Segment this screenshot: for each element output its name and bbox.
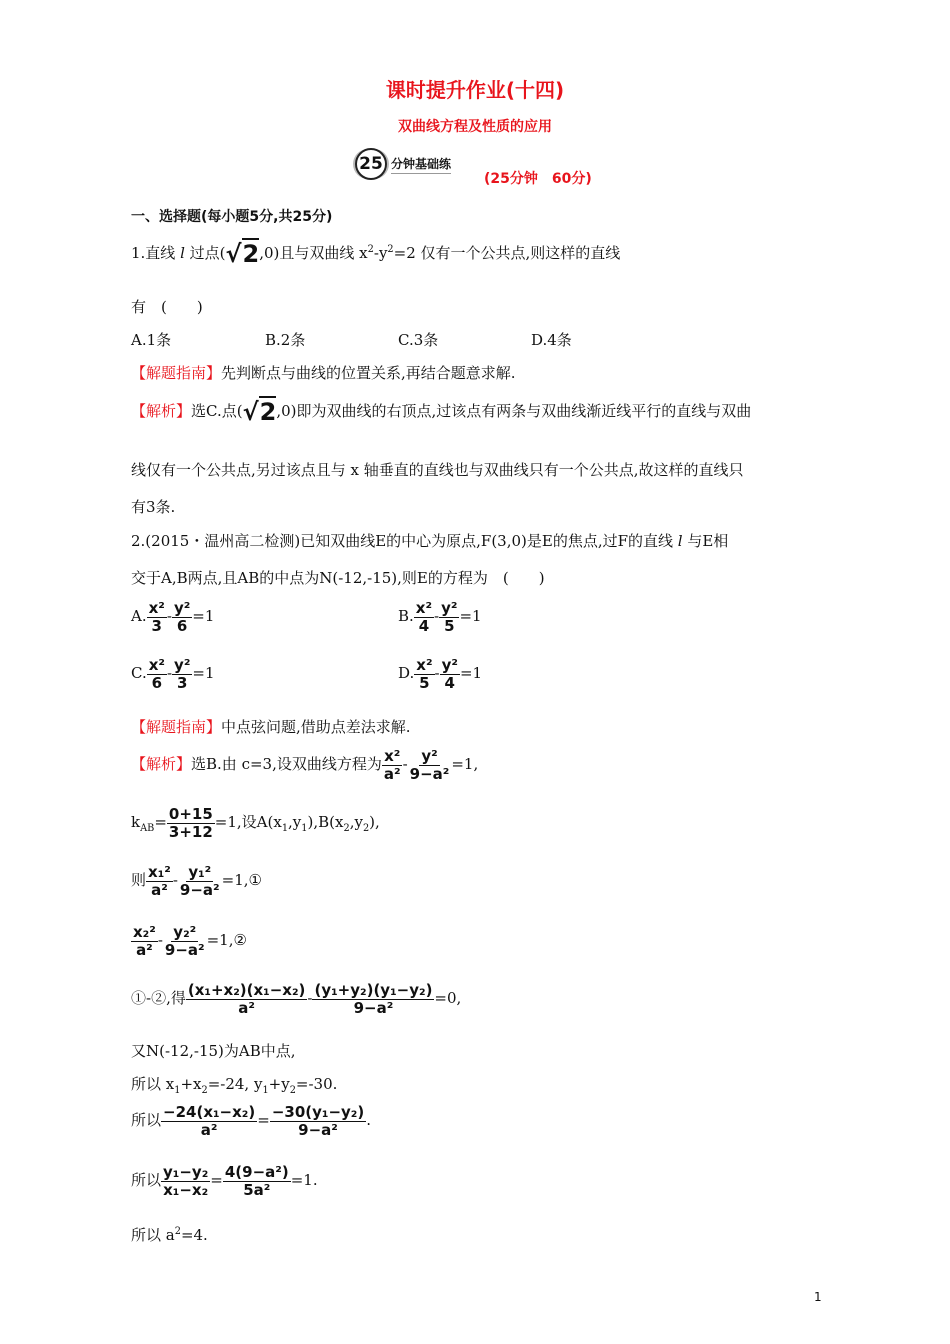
q1-option-d: D.4条 [531,331,572,349]
analysis-label: 【解析】 [131,755,192,773]
q1-analysis-line1: 【解析】选C.点(√2,0)即为双曲线的右顶点,过该点有两条与双曲线渐近线平行的直线与双曲 [131,398,752,426]
page-number: 1 [814,1290,822,1304]
q2-option-b: B. $\frac{\text{x²}}{4}$ - $\frac{\text{y²}}{5}$ =1 [398,599,482,635]
q1-stem-line2: 有 ( ) [131,298,203,316]
q1-option-c: C.3条 [398,331,439,349]
guide-label: 【解题指南】 [131,364,222,382]
q2-eq2: $\frac{\text{x₂²}}{\text{a²}}$ - $\frac{\text{y₂²}}{\text{9−a²}}$ =1,② [133,923,247,959]
page-title: 课时提升作业(十四) [385,78,565,102]
q2-stem-line2: 交于A,B两点,且AB的中点为N(-12,-15),则E的方程为 ( ) [131,569,545,587]
badge-number: 25 [355,148,387,180]
sqrt-symbol: √2 [225,240,260,268]
guide-label: 【解题指南】 [131,718,222,736]
section-heading: 一、选择题(每小题5分,共25分) [131,209,333,225]
q2-analysis-line1: 【解析】选B.由 c=3,设双曲线方程为 $\frac{\text{x²}}{\text{a²}}$ - $\frac{\text{y²}}{\text{9−a²}}$ =1, [131,747,479,783]
time-badge [355,148,451,180]
q2-kab-line: $k_{AB}=$ $\frac{0+15}{3+12}$ =1,设$A(x_1,y_1),B(x_2,y_2)$, [131,805,380,841]
analysis-label: 【解析】 [131,402,192,420]
q1-option-a: A.1条 [131,331,172,349]
q2-guide: 【解题指南】中点弦问题,借助点差法求解. [131,718,411,736]
q2-sum-line: 所以 $x_1+x_2=-24$, $y_1+y_2=-30$. [131,1075,338,1096]
q2-stem-line1: 2.(2015・温州高二检测)已知双曲线E的中心为原点,F(3,0)是E的焦点,过F的直线 l 与E相 [131,532,729,550]
sqrt-symbol: √2 [242,398,277,426]
q2-option-d: D. $\frac{\text{x²}}{5}$ - $\frac{\text{y²}}{4}$ =1 [398,656,483,692]
badge-label: 分钟基础练 [391,155,451,174]
q2-option-c: C. $\frac{\text{x²}}{6}$ - $\frac{\text{y²}}{3}$ =1 [131,656,215,692]
time-score: (25分钟 60分) [484,171,592,187]
q2-option-a: A. $\frac{\text{x²}}{3}$ - $\frac{\text{y²}}{6}$ =1 [131,599,215,635]
q1-option-b: B.2条 [265,331,306,349]
q1-analysis-line3: 有3条. [131,498,176,516]
q2-eq5: 所以 $\frac{\text{y₁−y₂}}{\text{x₁−x₂}}$ = $\frac{\text{4(9−a²)}}{\text{5a²}}$ =1. [131,1163,318,1199]
q2-eq4: 所以 $\frac{\text{−24(x₁−x₂)}}{\text{a²}}$ = $\frac{\text{−30(y₁−y₂)}}{\text{9−a²}}$ . [131,1103,372,1139]
q1-analysis-line2: 线仅有一个公共点,另过该点且与 x 轴垂直的直线也与双曲线只有一个公共点,故这样的直线只 [131,461,744,479]
q2-midpoint-line: 又N(-12,-15)为AB中点, [131,1042,296,1060]
q1-guide: 【解题指南】先判断点与曲线的位置关系,再结合题意求解. [131,364,516,382]
q2-eq1: 则 $\frac{\text{x₁²}}{\text{a²}}$ - $\frac{\text{y₁²}}{\text{9−a²}}$ =1,① [131,863,262,899]
q2-final-line: 所以 $a^2=4$. [131,1226,208,1244]
q1-stem-line1: 1.直线 l 过点(√2,0)且与双曲线 $x^2-y^2=2$ 仅有一个公共点,则这样的直线 [131,240,621,268]
page-subtitle: 双曲线方程及性质的应用 [398,119,552,135]
q2-eq3: ①-②,得 $\frac{\text{(x₁+x₂)(x₁−x₂)}}{\text{a²}}$ - $\frac{\text{(y₁+y₂)(y₁−y₂)}}{\text{9−a²}}$ =0, [131,981,462,1017]
